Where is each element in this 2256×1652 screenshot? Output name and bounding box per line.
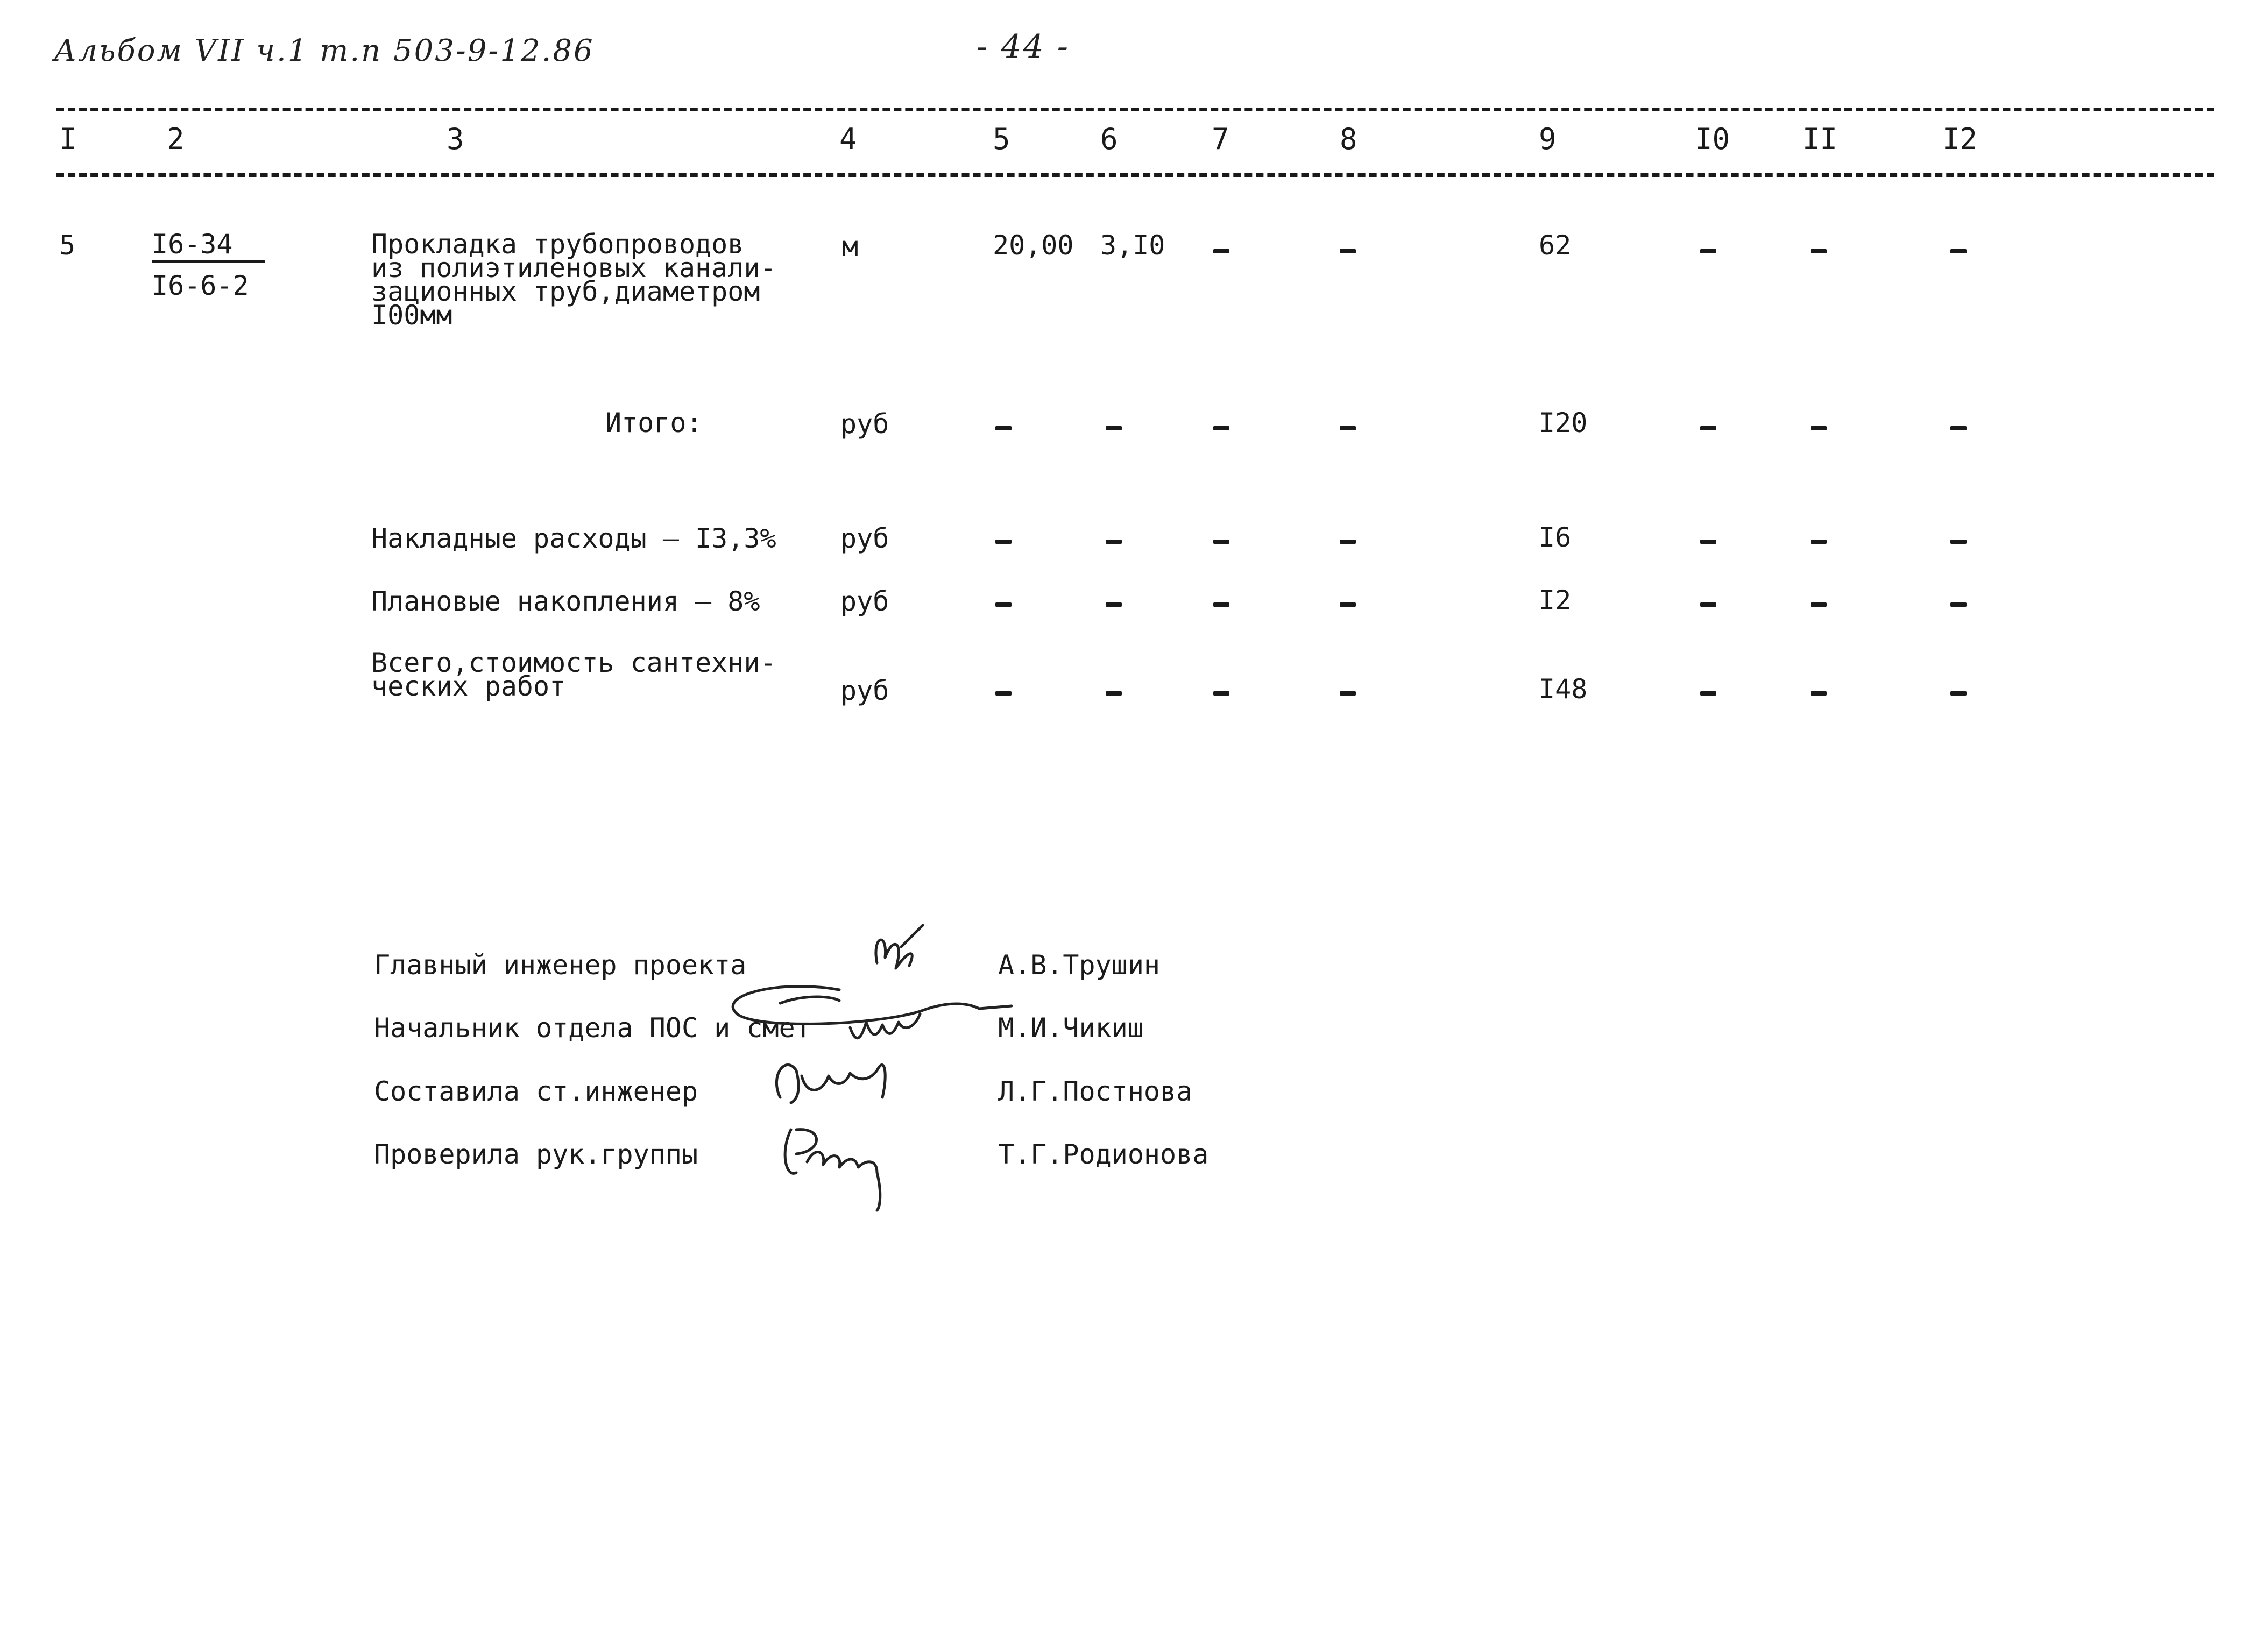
column-header-11: II	[1802, 122, 1838, 156]
column-header-7: 7	[1212, 122, 1229, 156]
column-header-3: 3	[447, 122, 464, 156]
grand-total-unit: руб	[840, 675, 889, 706]
dash-mark	[1213, 426, 1229, 430]
dash-mark	[995, 426, 1012, 430]
signature-name-compiler: Л.Г.Постнова	[998, 1076, 1193, 1107]
dash-mark	[1213, 540, 1229, 544]
item-cost: 62	[1539, 230, 1572, 261]
overhead-label: Накладные расходы – I3,3%	[371, 523, 776, 554]
overhead-unit: руб	[840, 523, 889, 554]
item-price: 3,I0	[1100, 230, 1165, 261]
dash-mark	[995, 691, 1012, 696]
dash-mark	[1213, 691, 1229, 696]
header-rule-top	[56, 108, 2214, 111]
dash-mark	[1213, 249, 1229, 253]
signature-name-reviewer: Т.Г.Родионова	[998, 1139, 1209, 1170]
item-quantity: 20,00	[993, 230, 1074, 261]
dash-mark	[1700, 249, 1716, 253]
item-unit: м	[842, 231, 859, 262]
signature-name-department-head: М.И.Чикиш	[998, 1012, 1144, 1044]
item-number: 5	[59, 230, 76, 261]
dash-mark	[1700, 540, 1716, 544]
column-header-9: 9	[1539, 122, 1557, 156]
column-header-8: 8	[1340, 122, 1357, 156]
grand-total-label: Всего,стоимость сантехни- ческих работ	[371, 647, 776, 702]
dash-mark	[1700, 691, 1716, 696]
grand-total-cost: I48	[1539, 673, 1588, 705]
dash-mark	[1106, 426, 1122, 430]
column-header-4: 4	[839, 122, 857, 156]
dash-mark	[1950, 426, 1967, 430]
dash-mark	[1106, 691, 1122, 696]
column-header-10: I0	[1695, 122, 1730, 156]
column-header-1: I	[59, 122, 77, 156]
dash-mark	[1811, 426, 1827, 430]
signature-role-reviewer: Проверила рук.группы	[374, 1139, 698, 1170]
dash-mark	[1811, 602, 1827, 607]
overhead-cost: I6	[1539, 522, 1572, 553]
page-number: - 44 -	[977, 28, 1070, 66]
column-header-12: I2	[1942, 122, 1978, 156]
dash-mark	[1950, 249, 1967, 253]
planned-unit: руб	[840, 586, 889, 617]
signature-role-chief-engineer: Главный инженер проекта	[374, 949, 747, 981]
dash-mark	[995, 602, 1012, 607]
item-code-top: I6-34	[152, 230, 265, 263]
dash-mark	[1340, 540, 1356, 544]
header-rule-bottom	[56, 173, 2214, 177]
signature-name-chief-engineer: А.В.Трушин	[998, 949, 1161, 981]
column-header-6: 6	[1100, 122, 1118, 156]
signature-role-compiler: Составила ст.инженер	[374, 1076, 698, 1107]
dash-mark	[1950, 540, 1967, 544]
dash-mark	[1950, 691, 1967, 696]
column-header-5: 5	[993, 122, 1010, 156]
dash-mark	[1340, 249, 1356, 253]
dash-mark	[1340, 426, 1356, 430]
dash-mark	[1106, 602, 1122, 607]
dash-mark	[1811, 249, 1827, 253]
dash-mark	[1106, 540, 1122, 544]
dash-mark	[1700, 602, 1716, 607]
dash-mark	[1213, 602, 1229, 607]
dash-mark	[1340, 602, 1356, 607]
total-label: Итого:	[605, 407, 703, 438]
handwritten-signatures	[716, 914, 1125, 1216]
dash-mark	[1811, 691, 1827, 696]
planned-label: Плановые накопления – 8%	[371, 586, 760, 617]
album-reference: Альбом VII ч.1 т.п 503-9-12.86	[54, 33, 595, 68]
dash-mark	[995, 540, 1012, 544]
column-header-2: 2	[167, 122, 185, 156]
total-unit: руб	[840, 408, 889, 439]
planned-cost: I2	[1539, 585, 1572, 616]
dash-mark	[1811, 540, 1827, 544]
dash-mark	[1340, 691, 1356, 696]
signature-role-department-head: Начальник отдела ПОС и смет	[374, 1012, 811, 1044]
dash-mark	[1950, 602, 1967, 607]
item-code-bottom: I6-6-2	[152, 270, 249, 301]
item-description: Прокладка трубопроводов из полиэтиленовых канали- зационных труб,диаметром I00мм	[371, 229, 776, 331]
dash-mark	[1700, 426, 1716, 430]
total-cost: I20	[1539, 407, 1588, 438]
